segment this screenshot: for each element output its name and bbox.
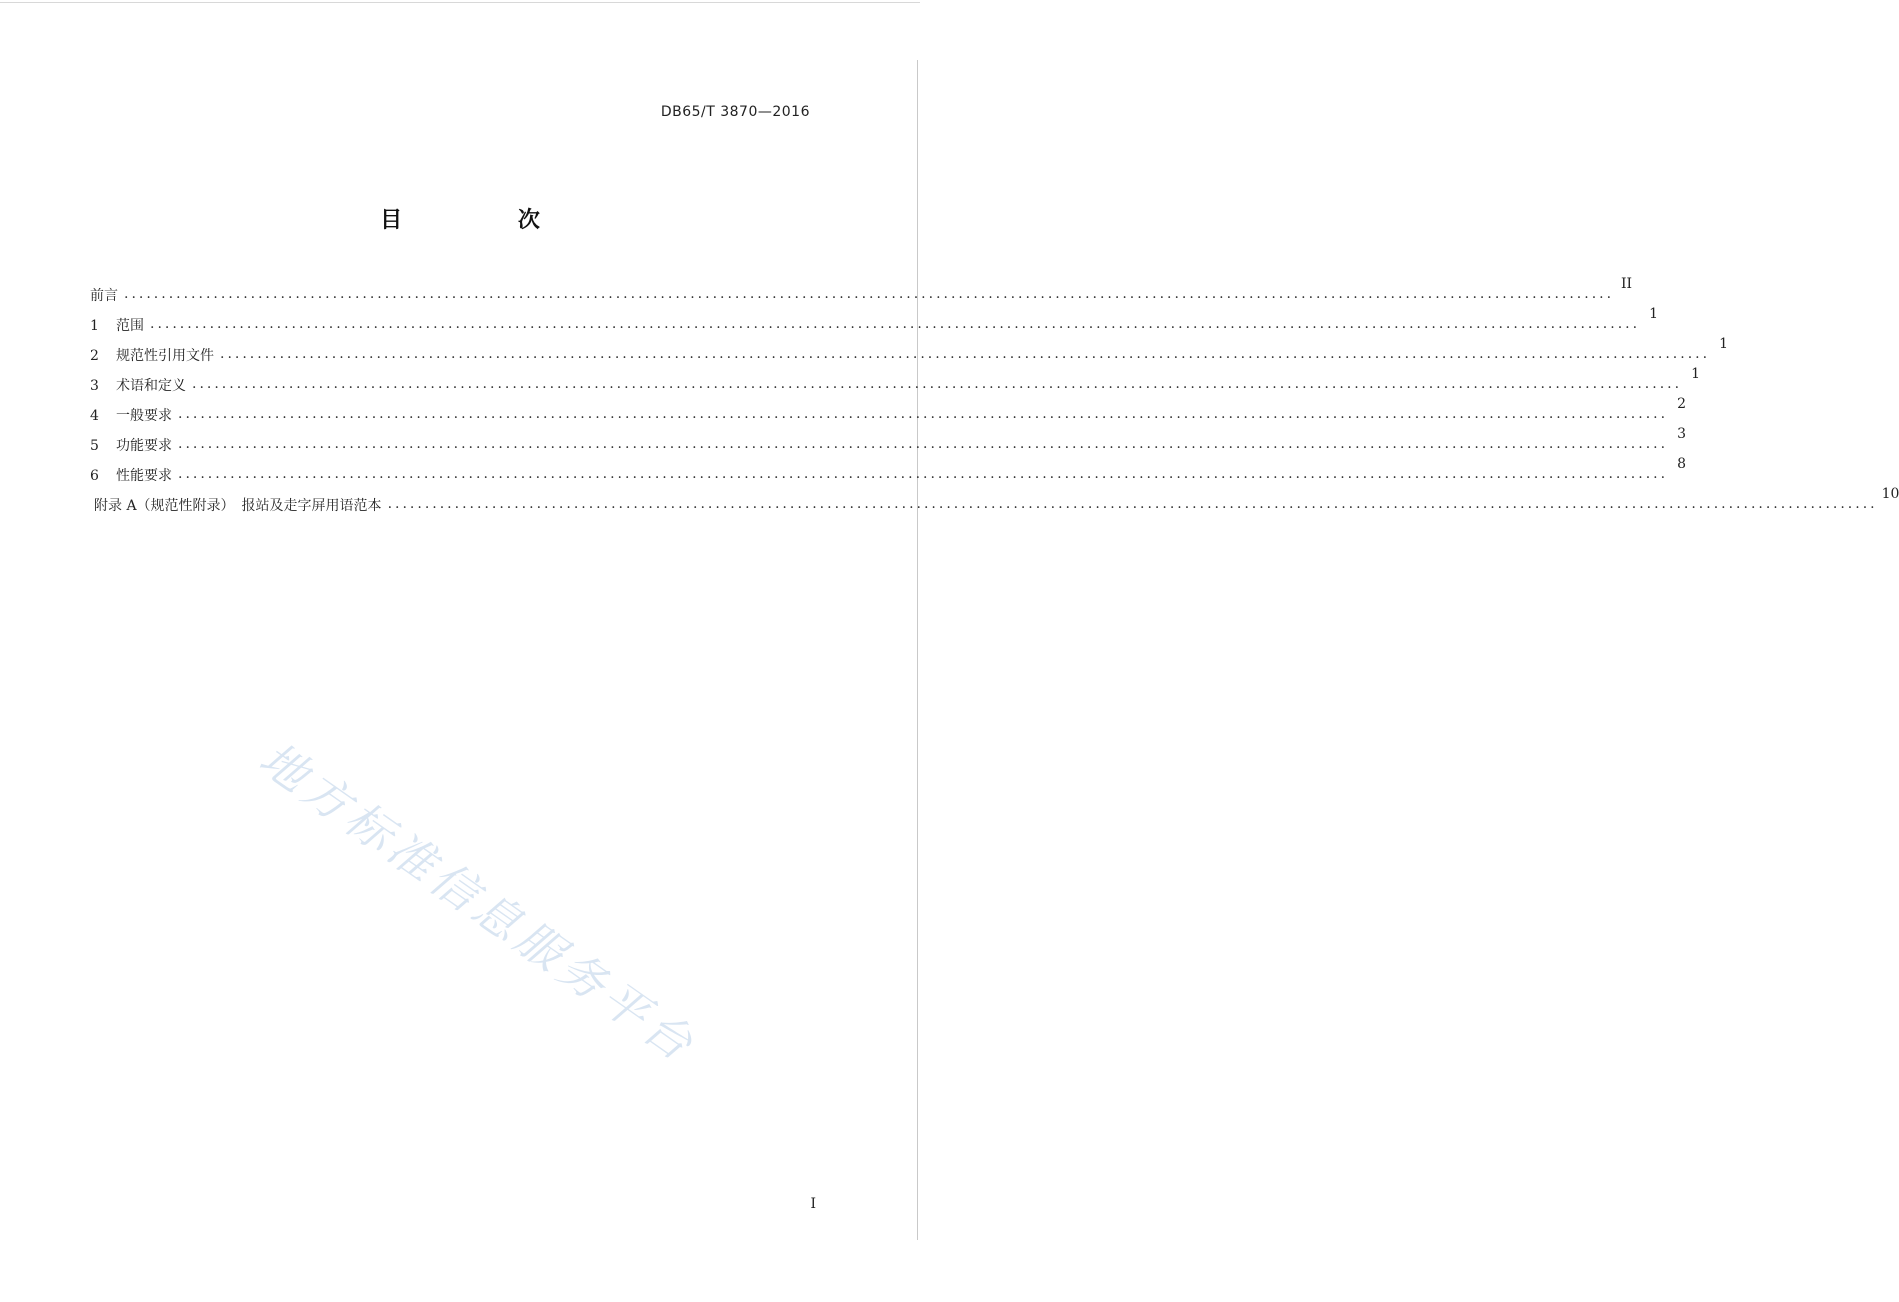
toc-page-number: 2: [1677, 396, 1687, 412]
toc-leader-dots: ........................................................................................................................................................................................................: [124, 286, 1615, 302]
toc-page-number: 8: [1677, 456, 1687, 472]
toc-row-appendix-a[interactable]: [90, 485, 1899, 515]
toc-page-number: 10: [1881, 486, 1899, 502]
toc-leader-dots: ........................................................................................................................................................................................................: [178, 406, 1669, 422]
watermark-text: 地方标准信息服务平台: [249, 731, 707, 1074]
toc-leader-dots: ........................................................................................................................................................................................................: [220, 346, 1711, 362]
document-code: DB65/T 3870—2016: [660, 104, 810, 120]
toc-entry-number: 6: [90, 468, 99, 484]
toc-page-number: 1: [1649, 306, 1659, 322]
toc-row-terms-definitions[interactable]: [90, 365, 1701, 395]
toc-entry-label: 前言: [90, 288, 118, 304]
toc-leader-dots: ........................................................................................................................................................................................................: [178, 436, 1669, 452]
toc-leader-dots: ........................................................................................................................................................................................................: [178, 466, 1669, 482]
toc-page-number: 3: [1677, 426, 1687, 442]
toc-entry-label: 2 规范性引用文件: [90, 348, 214, 364]
toc-page-number: II: [1620, 276, 1633, 292]
toc-row-foreword[interactable]: [90, 275, 1633, 305]
toc-entry-number: 1: [90, 318, 99, 334]
toc-entry-label: 1 范围: [90, 318, 144, 334]
toc-entry-number: 2: [90, 348, 99, 364]
toc-entry-label: 4 一般要求: [90, 408, 172, 424]
scan-top-edge: [0, 2, 920, 3]
toc-leader-dots: ........................................................................................................................................................................................................: [387, 496, 1878, 512]
toc-entry-label: 6 性能要求: [90, 468, 172, 484]
toc-entry-number: 5: [90, 438, 99, 454]
toc-row-performance-requirements[interactable]: [90, 455, 1687, 485]
toc-entry-number: 4: [90, 408, 99, 424]
toc-entry-label: 5 功能要求: [90, 438, 172, 454]
table-of-contents: [90, 275, 1899, 515]
page-title: 目 次: [380, 208, 594, 233]
toc-page-number: 1: [1719, 336, 1729, 352]
page-number: I: [810, 1196, 816, 1212]
toc-entry-label: 3 术语和定义: [90, 378, 186, 394]
toc-entry-label: 附录 A（规范性附录） 报站及走字屏用语范本: [94, 498, 382, 514]
toc-row-scope[interactable]: [90, 305, 1659, 335]
toc-leader-dots: ........................................................................................................................................................................................................: [150, 316, 1641, 332]
toc-row-normative-references[interactable]: [90, 335, 1729, 365]
toc-page-number: 1: [1691, 366, 1701, 382]
toc-row-functional-requirements[interactable]: [90, 425, 1687, 455]
scan-right-edge: [917, 60, 918, 1240]
toc-row-general-requirements[interactable]: [90, 395, 1687, 425]
toc-leader-dots: ........................................................................................................................................................................................................: [192, 376, 1683, 392]
toc-entry-number: 3: [90, 378, 99, 394]
